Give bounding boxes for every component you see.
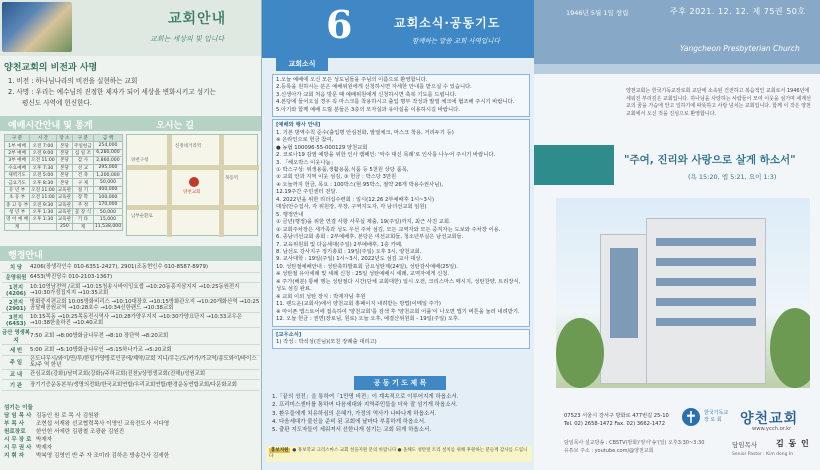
church-location-pin (189, 177, 199, 187)
verse-reference: (욕 15:20, 엡 5:21, 요이 1:3) (688, 173, 777, 181)
accent-bar (534, 145, 614, 185)
worship-band-label: 예배시간안내 및 통계 (8, 121, 93, 131)
member-line: 1) 작성 : 박석성(진님)(모친 장례출 대리고) (276, 338, 377, 345)
table-cell: 100,000 (93, 194, 122, 201)
table-cell: 오전 7:00 (30, 142, 57, 149)
worship-band (0, 116, 262, 131)
section-subtitle: 교회는 세상의 빛 입니다 (150, 35, 225, 43)
event-line: ② 교회 안과 지역 이웃 섬김, ③ 헌금 : 박스당 3만원 (276, 174, 397, 181)
staff-row (4, 452, 260, 460)
table-row (5, 157, 123, 164)
members-heading: [교우소식] (276, 331, 302, 338)
table-row (5, 135, 123, 142)
event-line: 3. 「해오박스 이웃나눔」 (276, 159, 336, 166)
building-window (656, 238, 756, 246)
pastor-label: 담임목사 (732, 441, 758, 449)
table-cell: 교육관 (57, 210, 72, 216)
table-cell: 170,000 (93, 201, 122, 208)
table-cell: 감 사 (73, 157, 94, 164)
admin-value: 4206(장생각인수 010-6351-2427), 2901(조동현인수 010-8587-8979) (30, 263, 209, 270)
table-cell: 구 분 (5, 135, 30, 142)
staff-role: 시 무 권 사 (4, 445, 32, 451)
table-cell: 계 (73, 223, 94, 230)
table-cell: 본당 (56, 171, 72, 178)
map-label: 양천교회 (183, 190, 201, 195)
table-cell: 오후 1:30 (30, 216, 57, 223)
table-row (5, 149, 123, 156)
admin-row (2, 283, 260, 298)
event-line: ② 교회주차장은 새가족과 성도 우선 주차 섬김, 모든 교역자와 모든 중직자는 도보와 주차장 이용. (276, 226, 501, 233)
prayer-list (272, 393, 530, 434)
middle-header (262, 0, 534, 58)
table-cell: 본당 (56, 179, 72, 186)
page-number: 6 (326, 2, 353, 47)
event-line: 5. 행정안내 (276, 211, 304, 218)
event-line: 6. 종남녀선교회 총회 : 2부예배후, 본당은 여선교회들, 청소년부실은 남선교회들. (276, 234, 464, 241)
table-cell: 십 일 조 (73, 149, 94, 156)
events-list (276, 130, 526, 324)
members-box (272, 329, 530, 350)
table-cell: 1,200,000 (93, 171, 122, 178)
admin-key: 주 일 (9, 360, 23, 367)
event-line: 8. 남선도 강사지구 정기총회 : 19일(주일) 오후 3시, 양천교회. (276, 248, 422, 255)
table-cell (30, 223, 57, 230)
event-line: 2. 코로나19 감염 예방을 위한 인사 캠페인: '악수 대신 목례'로 인사를 나누어 주시기 바랍니다. (276, 152, 496, 159)
staff-role: 시 무 장 로 (4, 437, 32, 443)
admin-key: 3전지(6453) (6, 315, 26, 328)
prayer-item: 4. 다음세대가 불신을 준비 된 교회에 날마다 부흥하게 하옵소서. (272, 418, 426, 425)
vision-line: 1. 비전 : 하나님나라의 비전을 실현하는 교회 (8, 77, 138, 85)
event-line: ※ 교회 이외 성탄 장식 : 박재자님 후원 (276, 293, 366, 300)
vision-line: 2. 사명 : 우리는 예수님의 진정한 제자가 되어 세상을 변화시키고 성기는 (8, 88, 216, 96)
admin-key: 치 당 (9, 264, 23, 271)
table-row (5, 186, 123, 193)
vision-text (8, 76, 254, 109)
phone-line: Tel. 02) 2658-1472 Fax. 02) 3662-1472 (564, 421, 666, 427)
staff-list (4, 404, 260, 460)
cover-header (534, 0, 820, 64)
table-cell: 장 학 (73, 194, 94, 201)
staff-title: 섬기는 이들 (4, 405, 33, 411)
youtube-line: 유튜브 주소 : youtube.com/@양천교회 (564, 447, 654, 454)
table-cell: 2,860,000 (93, 157, 122, 164)
welcome-line: 3.신생아가 교회 처음 방문 때 예배위원에게 신청하시면 축복 기도를 드립니다. (276, 91, 457, 98)
table-cell: 금요기도 (5, 179, 30, 186)
table-cell: 오후 1:30 (30, 208, 57, 215)
table-cell: 50,000 (93, 179, 122, 186)
staff-title-row (4, 404, 260, 412)
event-line: 9. 교사대학 : 19일(주일) 1시~3시, 2022년도 섬김 교사 대상. (276, 256, 423, 263)
admin-key: 1전지(4206) (6, 285, 26, 298)
events-box (272, 119, 530, 326)
middle-panel-news (262, 0, 534, 470)
table-cell: 250 (56, 223, 72, 230)
table-cell: 295,000 (93, 164, 122, 171)
event-line: 1. 기본 방역수칙 준수(출입명 안심전화, 발열체크, 마스크 착용, 거리두기 등) (276, 129, 454, 136)
address-line: 07523 서울시 강서구 방화로 477번길 25-10 (564, 413, 669, 419)
building-window (656, 278, 756, 286)
table-cell: 오전 5:00 (30, 171, 57, 178)
map-road (127, 205, 259, 210)
table-cell: 유 년 부 (5, 186, 30, 193)
table-cell: 본당 (56, 149, 72, 156)
table-cell: 3부 예배 (5, 157, 30, 164)
staff-row (4, 428, 260, 436)
right-panel-cover (534, 0, 820, 470)
admin-value: 장기기증운동본부/생명의전화/한국교회연합/우리교회연합/환경운동연합교회/다문화교회 (30, 381, 237, 388)
table-cell: 오전 11:00 (31, 195, 55, 201)
admin-row (2, 273, 260, 284)
vision-line: 평신도 사역에 헌신한다. (22, 99, 92, 107)
admin-row (2, 262, 260, 273)
promo-bar (266, 446, 532, 462)
prayer-item: 1.「끝의 성전」을 통하여「1만명 비전」이 계속적으로 이루어지게 하옵소서. (272, 394, 459, 400)
admin-row (2, 345, 260, 356)
table-row (5, 164, 123, 171)
admin-row (2, 380, 260, 391)
left-header (0, 0, 262, 56)
table-cell: 50,000 (93, 208, 122, 215)
pastor-english-name: Senior Pastor : Kim dong In (732, 452, 794, 457)
section-title: 교회안내 (168, 11, 227, 27)
staff-row (4, 412, 260, 420)
admin-row (2, 313, 260, 328)
table-cell: 15,000 (93, 216, 122, 223)
table-row (5, 194, 123, 201)
admin-value: 방화중지편교회 10:05방화비리스 →10:10대장호 →10:15방화관오지 →10:20개화산역 →10:25곰달래공원교역 →10:28호수 →10:34신한랜드 →10:38교회 (30, 298, 260, 312)
table-cell: 본당 (56, 142, 72, 149)
event-line: 12.19주간 주민센터 전달. (276, 189, 338, 196)
event-line: 10. 성탄절예배안내 : 성탄축하발표회 금요성탄제(24일), 성탄감사예배(25일). (276, 263, 458, 270)
event-line: ④ 오늘까지 헌금, 목요 : 100박스(현 95박스, 절약 26개 박용수권사님), (276, 181, 444, 188)
welcome-line: 1.오늘 예배에 오신 모든 성도님들을 주님의 이름으로 환영합니다. (276, 77, 428, 83)
table-cell: 초 등 부 (5, 194, 30, 201)
admin-key: 기 관 (9, 382, 23, 389)
table-cell: 교육관 (57, 217, 72, 223)
map-road (127, 165, 259, 170)
table-cell: 계 (5, 223, 30, 230)
table-cell: 본당 (56, 164, 72, 171)
welcome-line: 5.아기와 함께 예배 드릴 분들은 3층의 모자실과 유아실을 이용하시길 바랍니다. (276, 106, 460, 113)
table-cell: 6,280,000 (93, 149, 122, 156)
pastor-name: 김 동 인 (776, 439, 810, 448)
welcome-box (272, 74, 530, 117)
church-english-name: Yangcheon Presbyterian Church (680, 44, 800, 53)
event-line: 7. 교육위원회 및 다음세대(주일) 2부예배후, 1층 카페. (276, 241, 403, 248)
prayer-item: 3. 환우들에게 치유하심의 은혜가, 가정의 역사가 나타나게 하옵소서. (272, 410, 437, 417)
event-line: 4. 2022년을 위한 리더십수련회 : 일시(12.26 2부예배후 1시~3시) (276, 196, 435, 203)
staff-names: 조현섭 서재왕 선교협력목사 이영인 교육전도사 서다영 (36, 421, 170, 427)
table-cell: 구 분 (73, 135, 94, 142)
event-line: 대상(안수집사, 각 위원장, 부장, 구역지도자, 각 남녀선교회 임원) (276, 204, 427, 211)
events-heading: [예배와 행사 안내] (276, 122, 321, 129)
admin-value: 은도나무시/와이/만/투/한일가양방로인공에/제약/교회 지니/우는/도/카가/가교역/송도와이/바이스토/주 역 한년 (30, 355, 257, 369)
promo-tag: 홍보지원 (271, 448, 289, 453)
worship-stats-table (4, 134, 123, 231)
map-road (167, 135, 172, 237)
news-content (272, 74, 530, 351)
table-cell: 수요예배 (5, 164, 30, 171)
admin-key: 세 빈 (9, 347, 23, 354)
map-band-label: 오시는 길 (156, 121, 194, 131)
table-row (5, 216, 123, 223)
table-cell: 시 간 (30, 135, 57, 142)
event-line: ※ 성탄절 유아세례 및 세례 신청 : 25일 성탄예배시 세례, 교역자에게 신청. (276, 271, 450, 278)
admin-row (2, 328, 260, 345)
staff-row (4, 444, 260, 452)
left-panel-church-info (0, 0, 262, 470)
staff-names: 한인헌 서에란 김광철 조광윤 김원진 (36, 429, 125, 435)
table-row (5, 208, 123, 215)
members-list (276, 339, 526, 346)
cover-strip (534, 64, 820, 74)
table-row (5, 179, 123, 186)
table-cell: 본당 (56, 157, 72, 164)
tree (770, 308, 810, 388)
table-cell: 청 년 부 (5, 208, 30, 215)
map-label: 신정네거리역 (175, 144, 202, 149)
admin-row (2, 370, 260, 381)
map-label: 양천구청 (131, 158, 149, 163)
denomination-label (704, 410, 728, 424)
table-cell: 꽃 장 식 (73, 208, 94, 215)
event-line: ※ 마이폰 앱스토어에 접속하여 '양천교회'를 검색 후 '양천교회 어플'이 나오면 앱기 버튼을 눌러 내려받기. (276, 308, 520, 315)
promo-text: ● 홍보학교 크리스마스 교회 설을지원 문의 바랍니다 ● 올해도 성탄절 트리 설치를 위해 후원하는 분들께 감사를 드립니다 (269, 448, 528, 459)
building-window (610, 248, 638, 338)
admin-value: 6453(박진당수 010-2103-1367) (30, 274, 113, 281)
table-cell: 400,000 (93, 186, 122, 193)
table-cell: 오전 11:00 (31, 187, 55, 193)
staff-row (4, 436, 260, 444)
table-row (5, 223, 123, 230)
admin-key: 금산 영생복지 (2, 330, 30, 345)
event-line: ● 농협 100096-55-000129 양천교회 (276, 144, 368, 151)
building-window (656, 298, 756, 306)
table-cell: 오전 9:30 (30, 201, 57, 208)
staff-rows (4, 412, 260, 460)
table-cell: 중 고 등 부 (6, 202, 29, 208)
admin-key: 운영위원 (5, 275, 27, 282)
table-cell: 교육관 (57, 202, 72, 208)
table-cell: 건 축 (73, 171, 94, 178)
staff-names: 박재자 (36, 437, 53, 443)
welcome-line: 4.본당에 들어오실 경우 꼭 마스크를 착용하시고 출입 명부 작성과 발열 체크에 협조해 주시기 바랍니다. (276, 99, 515, 106)
prayer-item: 5. 출판 지도자들이 세워져서 선한나게 섬기는 교회 되게 하옵소서. (272, 427, 432, 434)
table-cell: 선 교 (73, 164, 94, 171)
cross-logo-icon (682, 408, 700, 426)
table-cell: 교육관 (57, 187, 72, 193)
admin-info-list (2, 262, 260, 391)
congregation-photo (2, 2, 72, 52)
admin-key: 2전지(2901) (6, 300, 26, 313)
staff-names: 김동인 원 로 목 사 김원왕 (36, 413, 99, 419)
event-line: ① 금년(행정)을 위한 연결 사항 사무실 제출, 19(주일)까지, 최근 사진 교회. (276, 219, 451, 226)
admin-value: 5:00 교회 →5:10방화금나무인 →5:15하나가교 →5:20교회 (30, 346, 172, 353)
broadcast-info (564, 440, 704, 455)
admin-value: 7:50 교회 →8:00방화금나무전 →8:10 장단역 →8:20교회 (30, 332, 169, 339)
broadcast-line: 담임목사 설교방송 : CBSTV(방화)'양서'송'(일) 오후3:30~3:30 (564, 440, 705, 446)
table-cell: 오후 8:30 (30, 179, 57, 186)
table-row (5, 142, 123, 149)
welcome-line: 2.등록을 원하시는 분은 예배위원에게 신청하시면 자세한 안내를 받으실 수 있습니다. (276, 84, 472, 91)
section-title: 교회소식·공동기도 (394, 16, 501, 30)
motto-verse: "주여, 진리와 사랑으로 살게 하소서" (624, 154, 796, 166)
table-cell: 기 타 (73, 216, 94, 223)
church-building-photo (556, 198, 810, 388)
church-address (564, 412, 669, 428)
staff-names: 박복영 김영인 반 주 자 조미라 김하은 방송간사 김세한 (36, 453, 170, 459)
admin-key: 교 내 (9, 372, 23, 379)
event-line: ① 박스구성: 위생용품,생활용품,식품 등 5천원 상당 품목, (276, 166, 409, 173)
staff-names: 박재자 (36, 445, 53, 451)
table-cell: 오전 11:00 (31, 158, 55, 164)
staff-role: 부 목 사 (4, 421, 25, 427)
table-cell: 교육관 (57, 195, 72, 201)
church-website: www.ycch.or.kr (752, 426, 792, 432)
admin-row (2, 298, 260, 313)
table-cell: 오후 7:30 (30, 164, 57, 171)
table-cell: 2부 예배 (5, 149, 30, 156)
table-cell: 주 정 (73, 201, 94, 208)
section-subtitle: 함께하는 말씀 교회 사역입니다 (412, 37, 500, 45)
table-cell: 1부 예배 (5, 142, 30, 149)
admin-value: 관심교회(강화)/남미교회(강화)/주하교회(진천)/상명생교회(진해)/성원교회 (30, 371, 206, 378)
table-cell: 장 소 (56, 135, 72, 142)
table-cell: 절 기 (73, 186, 94, 193)
church-name: 양천교회 (740, 411, 799, 427)
dept-band-label: 행정안내 (8, 251, 43, 261)
table-cell: 영 어 예 배 (6, 217, 29, 223)
prayer-heading: 공 동 기 도 제 목 (354, 376, 446, 390)
table-cell: 11,538,000 (94, 224, 122, 230)
table-cell: 구 제 (73, 179, 94, 186)
admin-value: 10:10영남전역 /교회 →10:15청송시바이잉요셉 →10:20동흥지삼지지 →10:25동원전지 →10:30가정집지지 →10:35교회 (30, 283, 240, 297)
table-cell: 오전 9:00 (30, 149, 57, 156)
table-row (5, 171, 123, 178)
map-road (219, 135, 224, 237)
admin-row (2, 356, 260, 370)
event-line: 12. 오늘 헌금 : 권면(장로님, 원로) 오늘 오후, 예결산위원회 - 19일(주일) 오후. (276, 316, 460, 323)
vision-title: 양천교회의 비전과 사명 (4, 63, 98, 73)
staff-role: 원로장로 (4, 429, 26, 435)
building-window (656, 318, 756, 326)
table-cell: 주일헌금 (74, 143, 92, 149)
staff-role: 지 휘 자 (4, 453, 25, 459)
denomination-line: 장 로 회 (704, 417, 722, 423)
event-line: 11. 랜드운(교회사)에서 양천교회 홍페이지 내려받는 방법(이메일 주가) (276, 301, 441, 308)
founded-date: 1946년 5월 1일 창립 (566, 9, 629, 17)
table-cell: 금 액 (93, 135, 122, 142)
map-label: 남부순환로 (131, 214, 153, 219)
news-tab-label: 교회소식 (276, 58, 328, 71)
bulletin-date: 주후 2021. 12. 12. 제 75권 50호 (670, 7, 806, 16)
staff-row (4, 420, 260, 428)
event-line: ※ 주가(배분) 통해 행는 성탄절다 시간(단체 교회대한) 일시 오전, 크리스마스 메시지, 성탄찬양, 트리장식, 성도 섬김 완료. (276, 278, 521, 293)
church-intro: 양천교회는 한국기독교장로회 교단에 소속된 건전하고 복음적인 교회로서 1946년에 세워진 부리깊은 교회입니다. 하나님을 사랑하는 사람들이 모여 이웃을 섬기며 세계선교의 꿈을 가슴에 안고 일하기에 따뜻하고 사랑 넘치는 교회입니다. 함께 이 작은 양천교회에서 오신 것을 진심으로 환영합니다. (626, 88, 811, 117)
building-window (656, 258, 756, 266)
table-cell: 254,000 (93, 142, 122, 149)
directions-map (126, 134, 258, 236)
map-label: 목동역 (225, 176, 239, 181)
table-row (5, 201, 123, 208)
staff-role: 담 임 목 사 (4, 413, 32, 419)
admin-value: 10:15목동 →10:25목동전시역사 →10:28가양우지지 →10:30가양요단지 →10:33교우은 →10:38한울하진 →10:40교회 (30, 313, 242, 327)
table-cell: 새벽기도 (5, 171, 30, 178)
event-line: ※ 온라인으로 헌금 참여, (276, 137, 334, 144)
prayer-item: 2. 프리미스센터를 통하여 다음세대와 지역주민들을 더욱 잘 섬기게 하옵소서. (272, 402, 458, 409)
tree (556, 318, 604, 388)
denomination-line: 한국기독교 (704, 410, 729, 416)
dept-band (0, 246, 262, 261)
